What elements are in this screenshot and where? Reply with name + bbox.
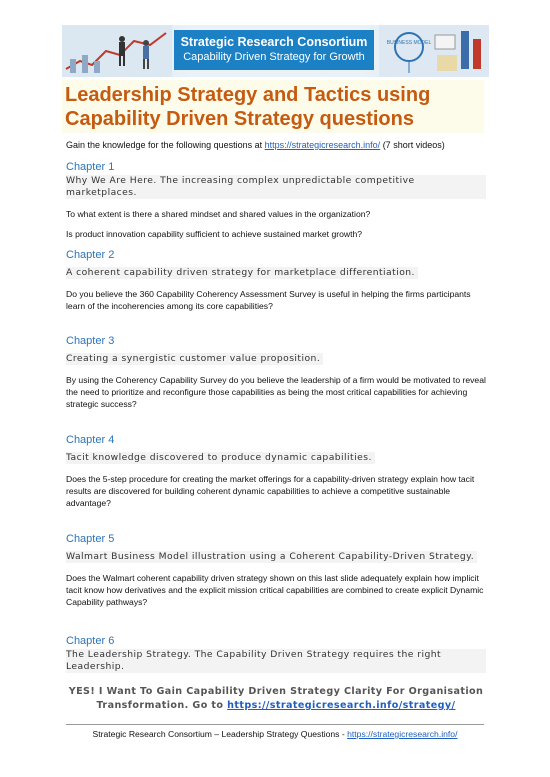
business-model-image [379,25,489,77]
chapter-question: Is product innovation capability sufficient to achieve sustained market growth? [66,229,363,239]
chapter-1 [66,161,486,240]
chapter-question: Does the 5-step procedure for creating the market offerings for a capability-driven strategy explain how tacit results are discovered for building coherent dynamic capabilities to achieve a competitive sustainable advantage? [66,474,475,508]
chapter-label: Chapter 4 [66,434,115,446]
business-model-label: BUSINESS MODEL [386,40,432,46]
chapter-heading: A coherent capability driven strategy for marketplace differentiation. [66,267,418,279]
intro-prefix: Gain the knowledge for the following questions at [66,140,265,150]
cta-line-2-prefix: Transformation. Go to [96,700,228,711]
banner-title-box [174,30,374,70]
strategy-link[interactable]: https://strategicresearch.info/strategy/ [227,700,456,711]
chapter-label: Chapter 2 [66,249,115,261]
chapter-heading: Tacit knowledge discovered to produce dynamic capabilities. [66,452,375,464]
intro-text [66,140,445,150]
chapter-label: Chapter 3 [66,335,115,347]
chapter-label: Chapter 5 [66,533,115,545]
header-banner [62,25,489,77]
banner-title: Strategic Research Consortium [180,35,368,49]
footer-text: Strategic Research Consortium – Leadership Strategy Questions - [92,729,348,739]
business-people-image [62,25,172,77]
banner-subtitle: Capability Driven Strategy for Growth [183,51,365,63]
strategic-research-link[interactable]: https://strategicresearch.info/ [264,140,381,150]
page-footer [66,729,484,739]
chapter-5 [66,533,486,608]
chapter-label: Chapter 6 [66,635,115,647]
chapter-label: Chapter 1 [66,161,115,173]
title-line-1: Leadership Strategy and Tactics using [65,84,431,106]
chapter-question: To what extent is there a shared mindset and shared values in the organization? [66,209,371,219]
chapter-6 [66,635,486,673]
intro-suffix: (7 short videos) [380,140,445,150]
chapter-heading: Why We Are Here. The increasing complex unpredictable competitive marketplaces. [66,175,486,199]
chapter-2 [66,249,486,312]
cta-line-2 [66,699,486,713]
chapter-4 [66,434,486,509]
chapter-heading: Creating a synergistic customer value proposition. [66,353,323,365]
cta-line-1: YES! I Want To Gain Capability Driven Strategy Clarity For Organisation [68,686,484,697]
document-title [62,80,484,133]
chapter-heading: The Leadership Strategy. The Capability Driven Strategy requires the right Leadership. [66,649,486,673]
title-line-2: Capability Driven Strategy questions [65,108,414,130]
footer-link[interactable]: https://strategicresearch.info/ [347,729,458,739]
chapter-question: Does the Walmart coherent capability driven strategy shown on this last slide adequately explain how implicit tacit know how derivatives and the explicit mission critical capabilities are combined to create explicit Dynamic Capability pathways? [66,573,484,607]
chapter-question: Do you believe the 360 Capability Coherency Assessment Survey is useful in helping the firms participants learn of the incoherencies among its core capabilities? [66,289,471,311]
call-to-action [66,685,486,713]
footer-divider [66,724,484,725]
chapter-question: By using the Coherency Capability Survey do you believe the leadership of a firm would be motivated to reveal the need to prioritize and reconfigure those capabilities as being the most critical capabilities for achieving strategic success? [66,375,486,409]
chapter-heading: Walmart Business Model illustration using a Coherent Capability-Driven Strategy. [66,551,477,563]
chapter-3 [66,335,486,410]
